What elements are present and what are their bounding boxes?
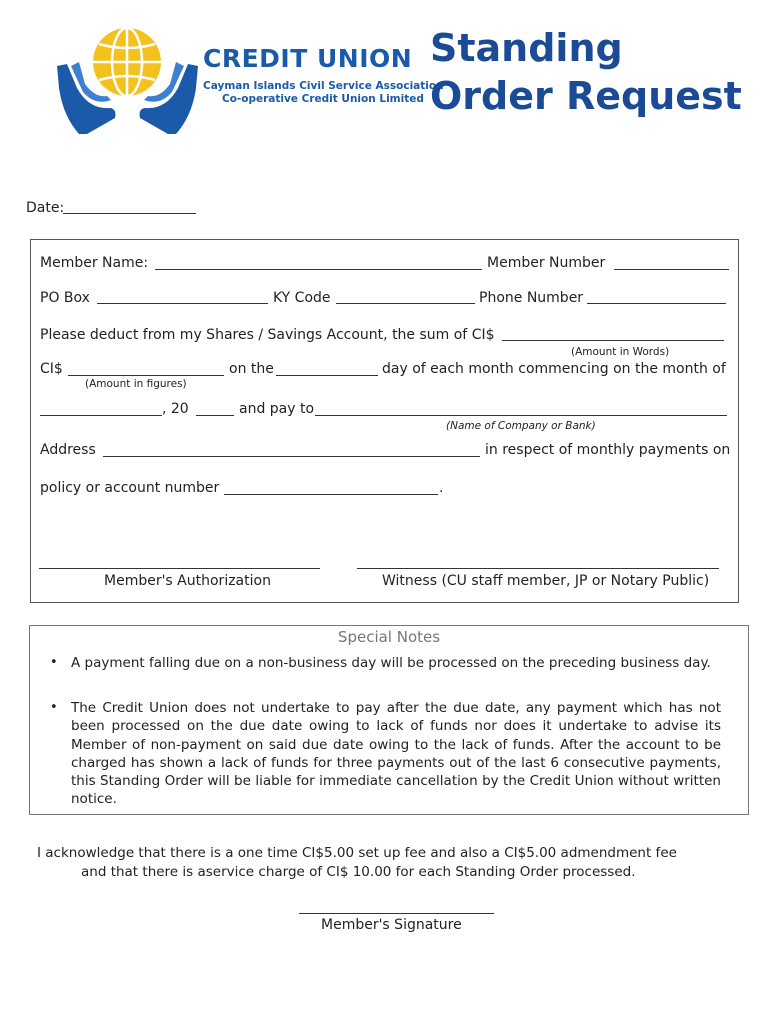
brand-name: CREDIT UNION: [203, 44, 413, 73]
member-authorization-line[interactable]: [39, 568, 320, 569]
ky-code-field[interactable]: [336, 303, 475, 304]
member-number-field[interactable]: [614, 269, 729, 270]
day-field[interactable]: [276, 375, 378, 376]
respect-text: in respect of monthly payments on: [485, 442, 731, 458]
globe-hands-icon: [55, 26, 200, 136]
pay-to-text: and pay to: [239, 401, 315, 417]
witness-label: Witness (CU staff member, JP or Notary Public): [382, 573, 710, 589]
bullet-icon: •: [50, 700, 58, 715]
member-name-field[interactable]: [155, 269, 482, 270]
ky-code-label: KY Code: [273, 290, 331, 306]
po-box-label: PO Box: [40, 290, 90, 306]
day-text: day of each month commencing on the month of: [382, 361, 726, 377]
standing-order-form: [30, 239, 739, 603]
member-authorization-label: Member's Authorization: [104, 573, 271, 589]
note-item: A payment falling due on a non-business day will be processed on the preceding business day.: [71, 655, 711, 671]
address-field[interactable]: [103, 456, 480, 457]
address-label: Address: [40, 442, 96, 458]
amount-words-hint: (Amount in Words): [571, 346, 670, 358]
year-text: , 20: [162, 401, 189, 417]
on-the-label: on the: [229, 361, 274, 377]
witness-line[interactable]: [357, 568, 719, 569]
note-item: The Credit Union does not undertake to pay after the due date, any payment which has not been processed on the due date owing to lack of funds nor does it undertake to advise its Member of non-payment on said due date owing to the lack of funds. After the account to be charged has shown a lack of funds for three payments out of the last 6 consecutive payments, this Standing Order will be liable for immediate cancellation by the Credit Union without written notice.: [71, 700, 721, 808]
member-name-label: Member Name:: [40, 255, 149, 271]
company-hint: (Name of Company or Bank): [446, 420, 596, 432]
date-field[interactable]: [63, 213, 196, 214]
special-notes-box: [29, 625, 749, 815]
globe-icon: [93, 28, 161, 96]
ci-label: CI$: [40, 361, 63, 377]
association-line-2: Co-operative Credit Union Limited: [222, 93, 424, 105]
deduct-text: Please deduct from my Shares / Savings Account, the sum of CI$: [40, 327, 495, 343]
member-signature-label: Member's Signature: [321, 917, 462, 933]
amount-figures-hint: (Amount in figures): [85, 378, 187, 390]
po-box-field[interactable]: [97, 303, 268, 304]
bullet-icon: •: [50, 655, 58, 670]
title-line-1: Standing: [430, 26, 623, 70]
policy-text: policy or account number: [40, 480, 220, 496]
phone-number-field[interactable]: [587, 303, 726, 304]
phone-number-label: Phone Number: [479, 290, 584, 306]
month-field[interactable]: [40, 415, 162, 416]
date-label: Date:: [26, 200, 65, 216]
year-field[interactable]: [196, 415, 234, 416]
acknowledgement-line-1: I acknowledge that there is a one time CI$5.00 set up fee and also a CI$5.00 admendment fee: [37, 845, 677, 861]
member-signature-line[interactable]: [299, 913, 494, 914]
acknowledgement-line-2: and that there is aservice charge of CI$ 10.00 for each Standing Order processed.: [81, 864, 636, 880]
member-number-label: Member Number: [487, 255, 606, 271]
association-line-1: Cayman Islands Civil Service Association: [203, 80, 444, 92]
policy-number-field[interactable]: [224, 494, 438, 495]
title-line-2: Order Request: [430, 74, 742, 118]
special-notes-title: Special Notes: [337, 628, 441, 646]
policy-end: .: [439, 480, 444, 496]
amount-words-field[interactable]: [502, 340, 724, 341]
payee-field[interactable]: [315, 415, 727, 416]
amount-figures-field[interactable]: [68, 375, 224, 376]
